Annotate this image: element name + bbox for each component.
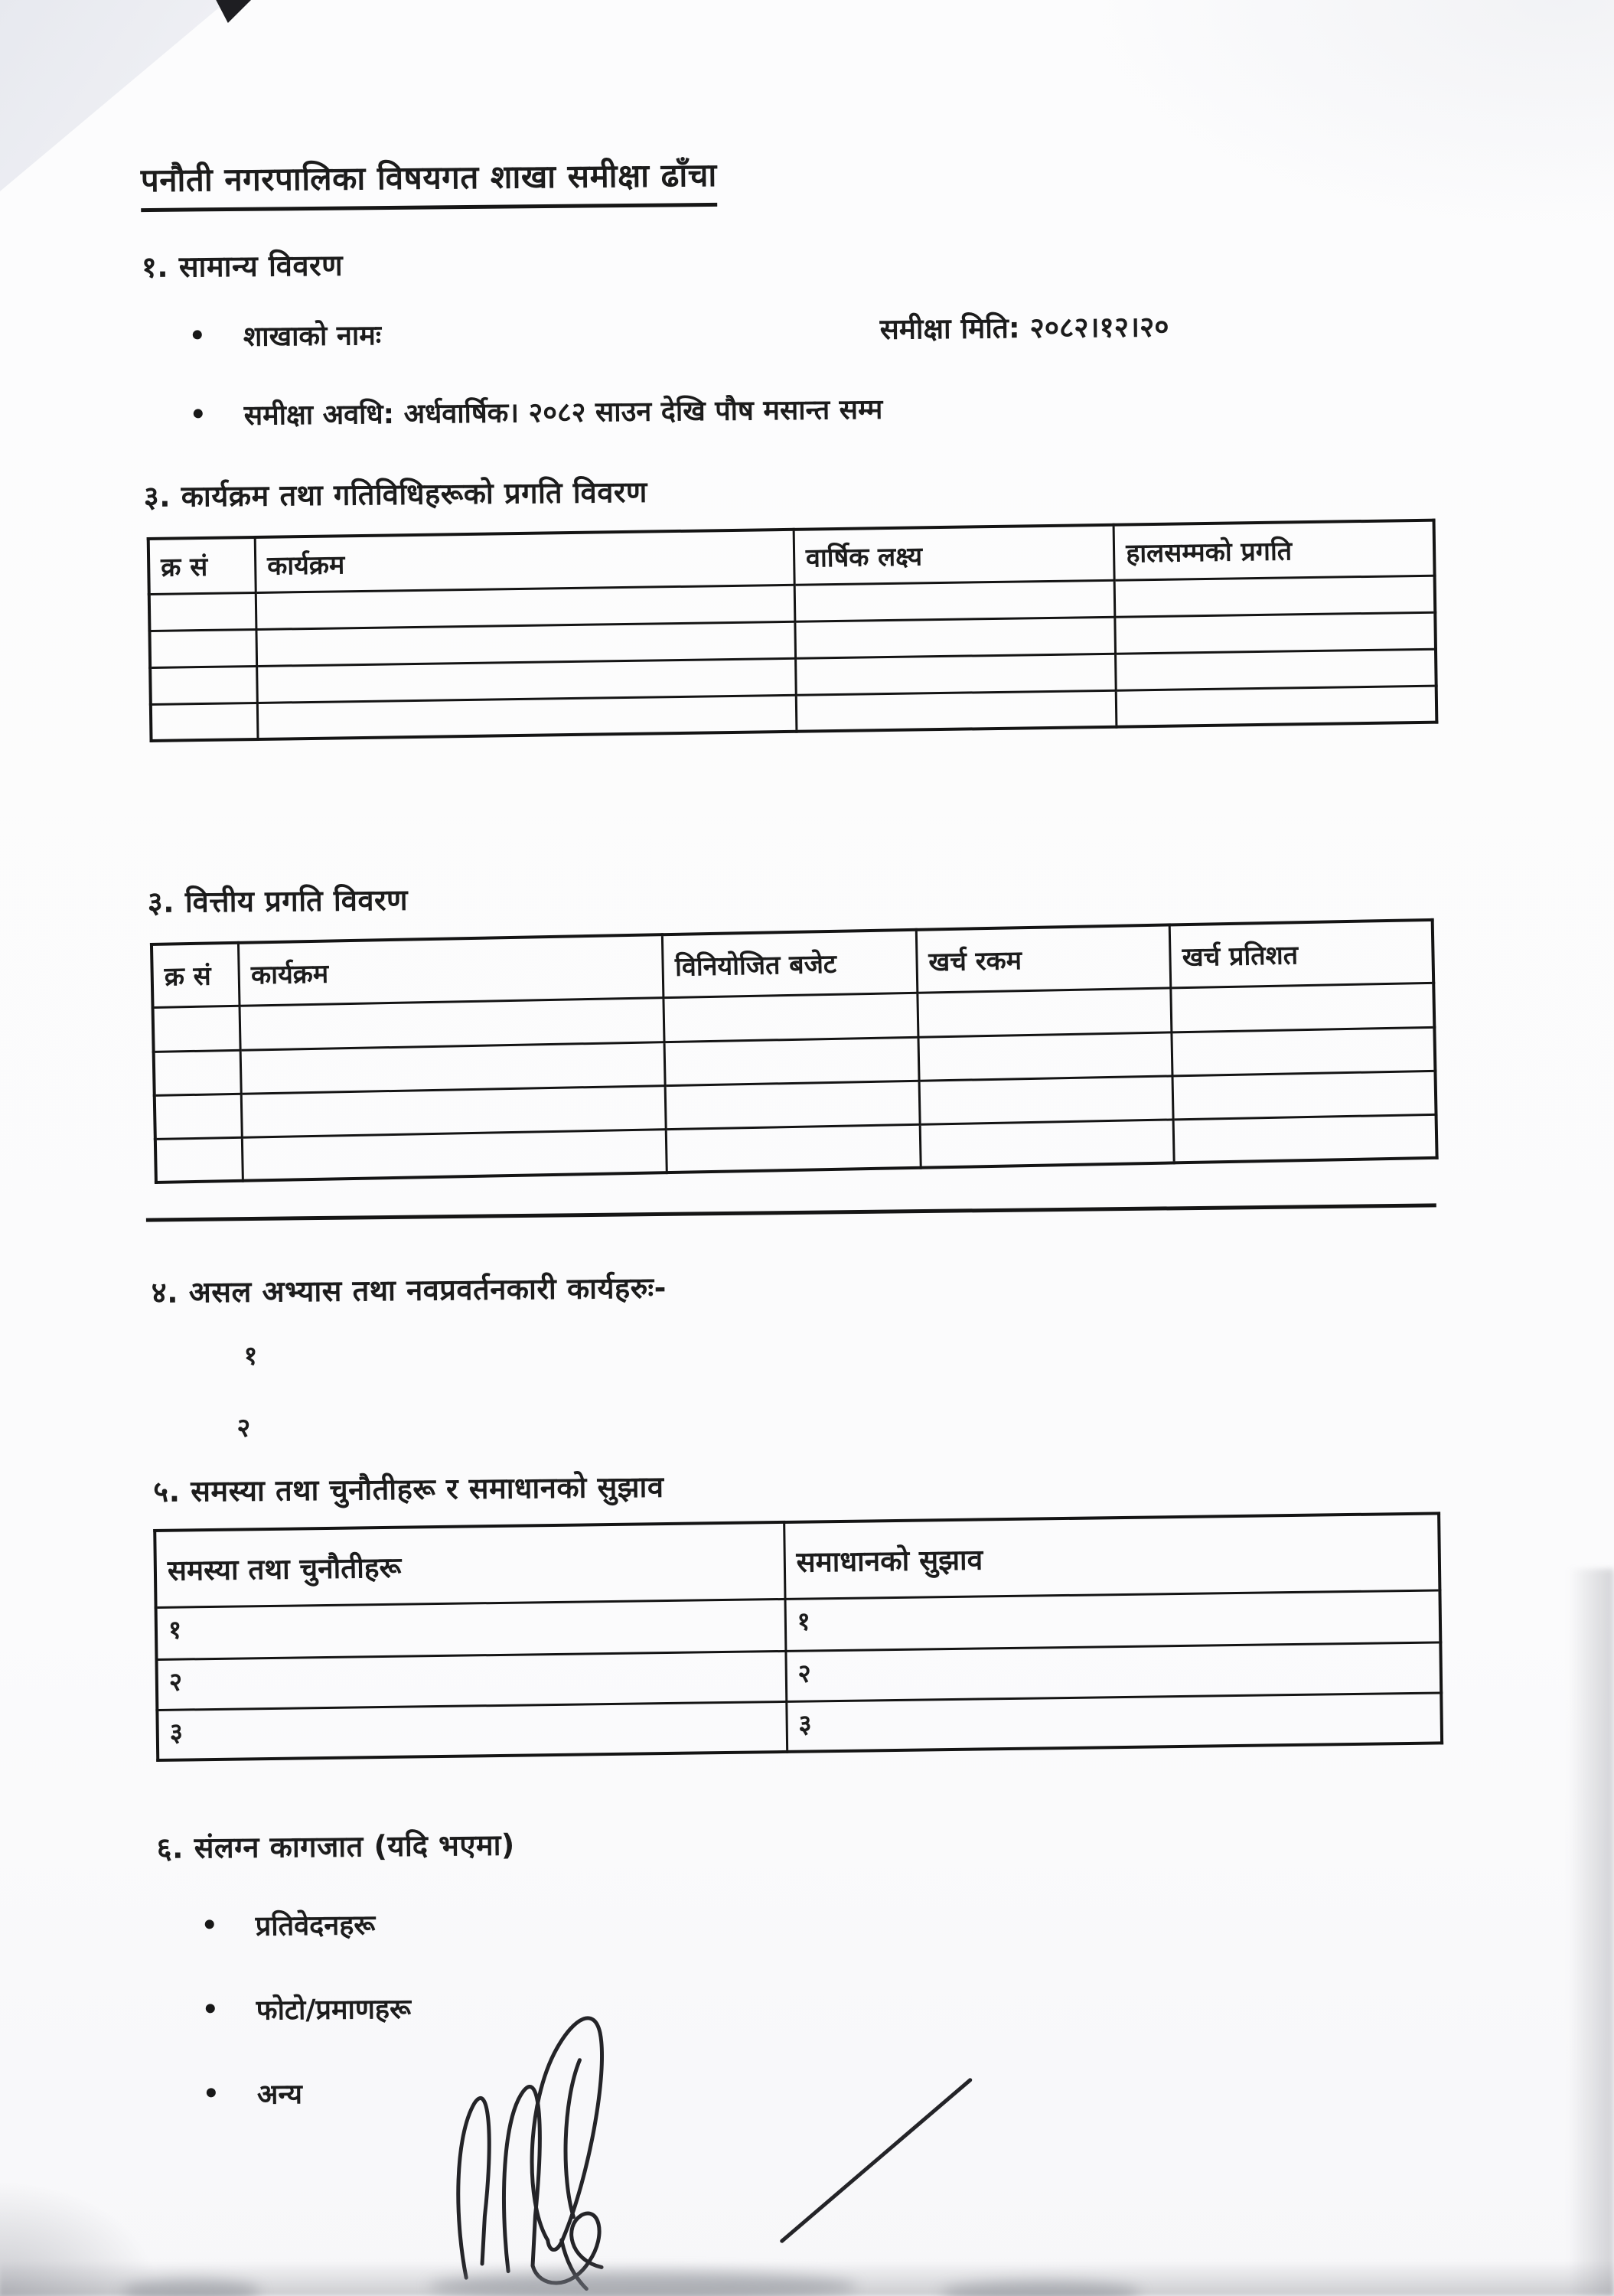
empty-cell	[153, 1006, 241, 1052]
bullet-reports	[205, 1905, 376, 1944]
empty-cell	[664, 993, 918, 1042]
col-allocated-budget: विनियोजित बजेट	[663, 930, 918, 997]
financial-table	[150, 918, 1439, 1184]
attachment-other: अन्य	[256, 2079, 303, 2111]
bullet-icon	[193, 330, 202, 339]
empty-cell	[664, 1037, 918, 1085]
empty-cell	[240, 997, 664, 1050]
suggestion-cell: १	[785, 1590, 1441, 1650]
col-expenditure: खर्च रकम	[916, 925, 1171, 992]
empty-cell	[1172, 1071, 1436, 1120]
practice-item-1: १	[243, 1340, 258, 1371]
signature-stroke	[781, 2080, 972, 2241]
problem-cell: ३	[157, 1701, 787, 1760]
empty-cell	[1116, 686, 1436, 727]
col-annual-target: वार्षिक लक्ष्य	[794, 525, 1114, 585]
section-practices-heading: ४. असल अभ्यास तथा नवप्रवर्तनकारी कार्यहरुः-	[151, 1270, 667, 1310]
bullet-review-period	[194, 390, 883, 434]
empty-cell	[666, 1081, 920, 1129]
empty-cell	[154, 1050, 242, 1095]
section-progress-heading: ३. कार्यक्रम तथा गतिविधिहरूको प्रगति विवरण	[143, 475, 648, 514]
empty-cell	[243, 1129, 667, 1181]
empty-cell	[1172, 1027, 1435, 1076]
review-date: समीक्षा मिति: २०८२।१२।२०	[879, 310, 1169, 346]
suggestion-cell: २	[786, 1642, 1442, 1701]
empty-cell	[795, 654, 1116, 695]
empty-cell	[919, 1075, 1173, 1124]
scan-shadow-right	[1568, 1569, 1614, 2296]
col-suggestions: समाधानको सुझाव	[784, 1513, 1440, 1598]
empty-cell	[149, 592, 256, 631]
empty-cell	[1171, 983, 1434, 1032]
section-attachments-heading: ६. संलग्न कागजात (यदि भएमा)	[156, 1828, 516, 1865]
suggestion-cell: ३	[787, 1692, 1443, 1751]
col-programme: कार्यक्रम	[255, 530, 794, 592]
empty-cell	[795, 617, 1116, 658]
branch-name-label: शाखाको नामः	[243, 320, 382, 353]
page-title: पनौती नगरपालिका विषयगत शाखा समीक्षा ढाँचा	[141, 152, 718, 212]
empty-cell	[240, 1042, 665, 1094]
attachment-reports: प्रतिवेदनहरू	[255, 1910, 376, 1942]
empty-cell	[155, 1094, 243, 1139]
bullet-icon	[207, 2088, 216, 2097]
empty-cell	[257, 695, 797, 739]
empty-cell	[1173, 1114, 1436, 1163]
bullet-icon	[205, 1919, 214, 1929]
empty-cell	[1116, 649, 1436, 690]
bullet-branch-name	[193, 315, 382, 354]
col-serial: क्र सं	[152, 943, 240, 1007]
signature-stroke	[458, 2098, 491, 2278]
scan-smudge	[429, 2272, 857, 2296]
col-programme: कार्यक्रम	[239, 934, 664, 1006]
empty-cell	[918, 987, 1172, 1036]
bullet-icon	[206, 2004, 215, 2013]
section-divider	[146, 1203, 1436, 1221]
review-period: समीक्षा अवधि: अर्धवार्षिक। २०८२ साउन देखि पौष मसान्त सम्म	[243, 393, 883, 432]
empty-cell	[667, 1124, 921, 1172]
empty-cell	[918, 1032, 1172, 1080]
empty-cell	[796, 690, 1117, 732]
section-general-heading: १. सामान्य विवरण	[141, 248, 344, 285]
empty-cell	[155, 1137, 243, 1182]
empty-cell	[1114, 576, 1435, 617]
signature	[422, 1981, 1006, 2293]
empty-cell	[150, 666, 257, 704]
section-financial-heading: ३. वित्तीय प्रगति विवरण	[147, 882, 409, 920]
section-problems-heading: ५. समस्या तथा चुनौतीहरू र समाधानको सुझाव	[153, 1469, 664, 1509]
col-problems: समस्या तथा चुनौतीहरू	[155, 1522, 784, 1607]
practice-item-2: २	[236, 1412, 251, 1443]
problem-cell: २	[156, 1651, 786, 1710]
problems-table	[153, 1512, 1443, 1762]
problem-cell: १	[156, 1599, 786, 1659]
bullet-icon	[194, 409, 203, 418]
empty-cell	[151, 703, 258, 741]
attachment-photos: फोटो/प्रमाणहरू	[256, 1993, 412, 2027]
empty-cell	[149, 629, 256, 667]
col-progress-to-date: हालसम्मको प्रगति	[1113, 520, 1434, 580]
empty-cell	[920, 1119, 1174, 1167]
bullet-photos	[206, 1989, 412, 2029]
bullet-other	[207, 2074, 302, 2112]
empty-cell	[242, 1085, 667, 1137]
empty-cell	[1115, 612, 1436, 654]
empty-cell	[794, 580, 1115, 621]
col-serial: क्र सं	[148, 537, 256, 594]
progress-table	[147, 519, 1439, 742]
col-expenditure-percent: खर्च प्रतिशत	[1170, 920, 1434, 988]
scan-shadow-corner	[0, 2181, 161, 2296]
